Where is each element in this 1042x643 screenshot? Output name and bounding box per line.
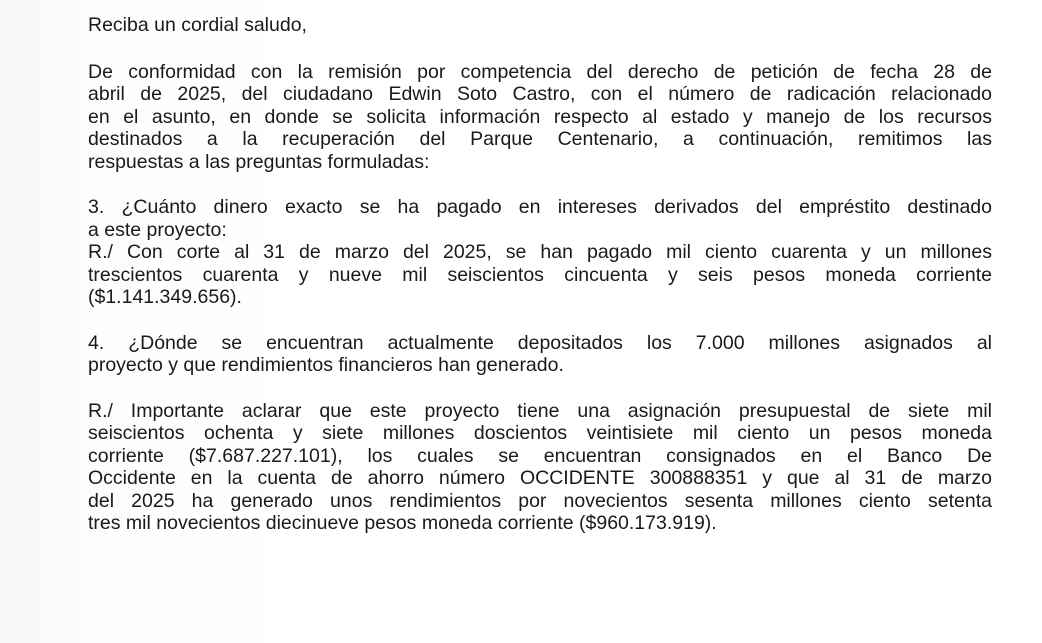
answer-3-line: ($1.141.349.656).	[88, 286, 242, 308]
intro-line: respuestas a las preguntas formuladas:	[88, 150, 430, 173]
intro-paragraph	[88, 61, 992, 174]
question-3	[88, 196, 992, 241]
answer-4	[88, 400, 992, 535]
answer-4-line: del 2025 ha generado unos rendimientos por novecientos sesenta millones ciento setenta	[88, 489, 992, 512]
intro-line: en el asunto, en donde se solicita información respecto al estado y manejo de los recursos	[88, 105, 992, 128]
answer-3-line: R./ Con corte al 31 de marzo del 2025, se han pagado mil ciento cuarenta y un millones	[88, 241, 992, 263]
intro-line: De conformidad con la remisión por competencia del derecho de petición de fecha 28 de	[88, 60, 992, 83]
answer-3-line: trescientos cuarenta y nueve mil seiscientos cincuenta y seis pesos moneda corriente	[88, 263, 992, 286]
question-3-line: 3. ¿Cuánto dinero exacto se ha pagado en intereses derivados del empréstito destinado	[88, 196, 992, 218]
intro-line: destinados a la recuperación del Parque Centenario, a continuación, remitimos las	[88, 128, 992, 150]
answer-4-line: tres mil novecientos diecinueve pesos moneda corriente ($960.173.919).	[88, 512, 717, 534]
answer-4-line: R./ Importante aclarar que este proyecto tiene una asignación presupuestal de siete mil	[88, 399, 992, 422]
greeting-line: Reciba un cordial saludo,	[88, 14, 307, 36]
answer-4-line: corriente ($7.687.227.101), los cuales se encuentran consignados en el Banco De	[88, 444, 992, 467]
question-4-line: proyecto y que rendimientos financieros han generado.	[88, 354, 564, 376]
answer-4-line: seiscientos ochenta y siete millones doscientos veintisiete mil ciento un pesos moneda	[88, 422, 992, 444]
question-4-line: 4. ¿Dónde se encuentran actualmente depositados los 7.000 millones asignados al	[88, 331, 992, 354]
greeting	[88, 14, 992, 37]
answer-4-line: Occidente en la cuenta de ahorro número OCCIDENTE 300888351 y que al 31 de marzo	[88, 467, 992, 489]
question-4	[88, 332, 992, 377]
question-3-line: a este proyecto:	[88, 218, 227, 241]
answer-3	[88, 241, 992, 309]
intro-line: abril de 2025, del ciudadano Edwin Soto Castro, con el número de radicación relacionado	[88, 83, 992, 105]
